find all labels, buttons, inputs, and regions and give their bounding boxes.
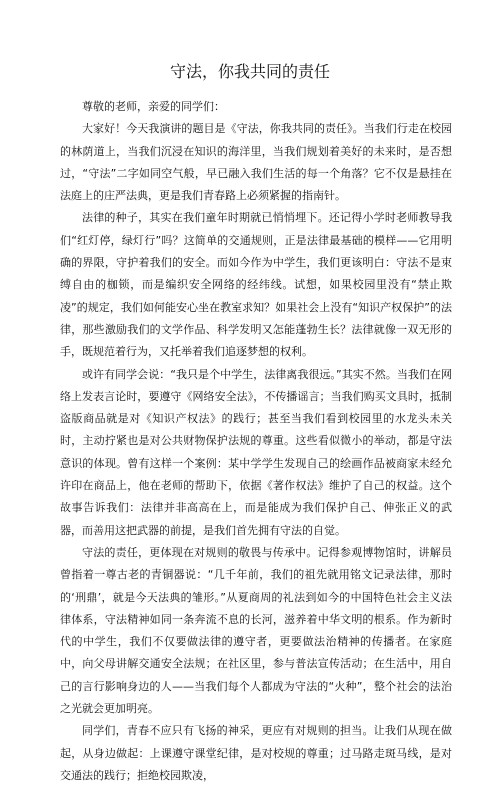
greeting: 尊敬的老师，亲爱的同学们： — [82, 100, 225, 113]
document-title: 守法，你我共同的责任 — [169, 62, 330, 81]
paragraph: 或许有同学会说：“我只是个中学生，法律离我很远。”其实不然。当我们在网络上发表言论时，要遵守《网络安全法》，不传播谣言；当我们购买文具时，抵制盗版商品就是对《知识产权法》的践行；甚至当我们看到校园里的水龙头未关时，主动拧紧也是对公共财物保护法规的尊重。这些看似微小的举动，都是守法意识的体现。曾有这样一个案例：某中学学生发现自己的绘画作品被商家未经允许印在商品上，他在老师的帮助下，依据《著作权法》维护了自己的权益。这个故事告诉我们：法律并非高高在上，而是能成为我们保护自己、伸张正义的武器，而善用这把武器的前提，是我们首先拥有守法的自觉。 — [60, 367, 452, 537]
paragraph: 大家好！今天我演讲的题目是《守法，你我共同的责任》。当我们行走在校园的林荫道上，当我们沉浸在知识的海洋里，当我们规划着美好的未来时，是否想过，“守法”二字如同空气般，早已融入我们生活的每一个角落？它不仅是悬挂在法庭上的庄严法典，更是我们青春路上必须紧握的指南针。 — [60, 122, 452, 203]
paragraph: 法律的种子，其实在我们童年时期就已悄悄埋下。还记得小学时老师教导我们“红灯停，绿灯行”吗？这简单的交通规则，正是法律最基础的模样——它用明确的界限，守护着我们的安全。而如今作为中学生，我们更该明白：守法不是束缚自由的枷锁，而是编织安全网络的经纬线。试想，如果校园里没有“禁止欺凌”的规定，我们如何能安心坐在教室求知？如果社会上没有“知识产权保护”的法律，那些激励我们的文学作品、科学发明又怎能蓬勃生长？法律就像一双无形的手，既规范着行为，又托举着我们追逐梦想的权利。 — [60, 211, 452, 359]
paragraph: 守法的责任，更体现在对规则的敬畏与传承中。记得参观博物馆时，讲解员曾指着一尊古老的青铜器说：“几千年前，我们的祖先就用铭文记录法律，那时的‘刑鼎’，就是今天法典的雏形。”从夏商周的礼法到如今的中国特色社会主义法律体系，守法精神如同一条奔流不息的长河，滋养着中华文明的根系。作为新时代的中学生，我们不仅要做法律的遵守者，更要做法治精神的传播者。在家庭中，向父母讲解交通安全法规；在社区里，参与普法宣传活动；在生活中，用自己的言行影响身边的人——当我们每个人都成为守法的“火种”，整个社会的法治之光就会更加明亮。 — [60, 545, 452, 716]
document-body — [60, 96, 452, 787]
paragraph: 同学们，青春不应只有飞扬的神采，更应有对规则的担当。让我们从现在做起，从身边做起：上课遵守课堂纪律，是对校规的尊重；过马路走斑马线，是对交通法的践行；拒绝校园欺凌， — [60, 724, 452, 782]
